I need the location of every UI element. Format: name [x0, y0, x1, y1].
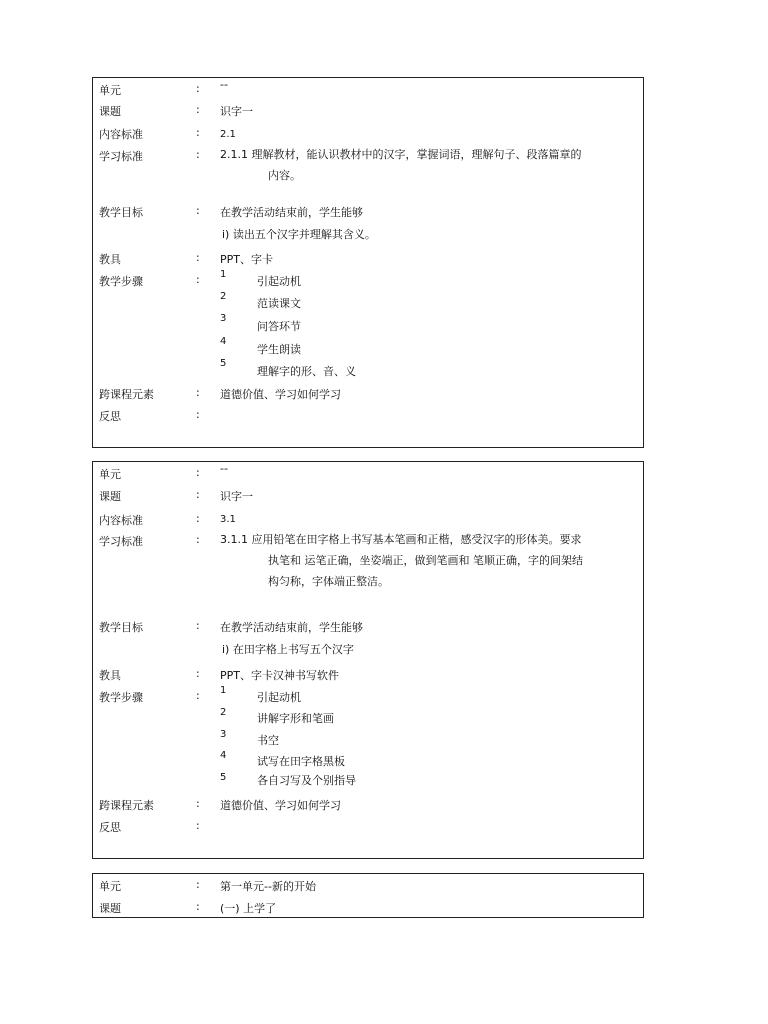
tools-label: 教具: [99, 669, 121, 682]
colon: :: [196, 819, 200, 832]
colon: :: [196, 408, 200, 421]
tools-label: 教具: [99, 253, 121, 266]
objective-line: i) 读出五个汉字并理解其含义。: [222, 228, 376, 241]
topic-value: (一) 上学了: [220, 902, 277, 915]
objective-line: 在教学活动结束前，学生能够: [220, 206, 363, 219]
colon: :: [196, 619, 200, 632]
step-number: 1: [220, 269, 227, 280]
learning-standard-line: 构匀称，字体端正整洁。: [268, 575, 389, 588]
step-number: 5: [220, 358, 227, 369]
objective-line: 在教学活动结束前，学生能够: [220, 621, 363, 634]
lesson-plan-1: [92, 77, 644, 448]
learning-standard-line: 3.1.1 应用铅笔在田字格上书写基本笔画和正楷，感受汉字的形体美。要求: [220, 533, 582, 546]
step-text: 引起动机: [257, 691, 301, 704]
step-text: 试写在田字格黑板: [257, 755, 345, 768]
step-text: 各自习写及个别指导: [257, 774, 356, 787]
step-text: 问答环节: [257, 320, 301, 333]
step-text: 引起动机: [257, 275, 301, 288]
objective-line: i) 在田字格上书写五个汉字: [222, 643, 354, 656]
topic-value: 识字一: [220, 490, 253, 503]
cross-curricular-value: 道德价值、学习如何学习: [220, 799, 341, 812]
cross-curricular-label: 跨课程元素: [99, 388, 154, 401]
learning-standard-line: 内容。: [268, 169, 301, 182]
colon: :: [196, 126, 200, 139]
step-number: 4: [220, 336, 227, 347]
colon: :: [196, 878, 200, 891]
content-standard-value: 3.1: [220, 514, 236, 525]
colon: :: [196, 386, 200, 399]
reflection-label: 反思: [99, 410, 121, 423]
unit-value: --: [220, 462, 228, 475]
lesson-plan-2: [92, 461, 644, 859]
cross-curricular-label: 跨课程元素: [99, 799, 154, 812]
steps-label: 教学步骤: [99, 691, 143, 704]
topic-label: 课题: [99, 105, 121, 118]
step-text: 学生朗读: [257, 343, 301, 356]
colon: :: [196, 82, 200, 95]
content-standard-value: 2.1: [220, 129, 236, 140]
step-text: 书空: [257, 734, 279, 747]
step-number: 3: [220, 313, 227, 324]
colon: :: [196, 148, 200, 161]
step-number: 3: [220, 729, 227, 740]
colon: :: [196, 251, 200, 264]
unit-label: 单元: [99, 84, 121, 97]
colon: :: [196, 689, 200, 702]
reflection-label: 反思: [99, 821, 121, 834]
colon: :: [196, 900, 200, 913]
colon: :: [196, 273, 200, 286]
content-standard-label: 内容标准: [99, 514, 143, 527]
unit-label: 单元: [99, 880, 121, 893]
colon: :: [196, 533, 200, 546]
lesson-plan-3: [92, 873, 644, 918]
tools-value: PPT、字卡汉神书写软件: [220, 669, 339, 682]
cross-curricular-value: 道德价值、学习如何学习: [220, 388, 341, 401]
colon: :: [196, 797, 200, 810]
step-number: 4: [220, 750, 227, 761]
step-number: 1: [220, 685, 227, 696]
topic-label: 课题: [99, 490, 121, 503]
learning-standard-line: 2.1.1 理解教材，能认识教材中的汉字，掌握词语，理解句子、段落篇章的: [220, 148, 582, 161]
step-number: 5: [220, 772, 227, 783]
step-text: 讲解字形和笔画: [257, 712, 334, 725]
learning-standard-line: 执笔和 运笔正确，坐姿端正，做到笔画和 笔顺正确，字的间架结: [268, 554, 583, 567]
learning-standard-text: [220, 144, 638, 186]
learning-standard-label: 学习标准: [99, 535, 143, 548]
step-number: 2: [220, 707, 227, 718]
colon: :: [196, 512, 200, 525]
step-number: 2: [220, 291, 227, 302]
steps-label: 教学步骤: [99, 275, 143, 288]
learning-standard-label: 学习标准: [99, 150, 143, 163]
step-text: 范读课文: [257, 297, 301, 310]
colon: :: [196, 488, 200, 501]
tools-value: PPT、字卡: [220, 253, 273, 266]
objective-label: 教学目标: [99, 621, 143, 634]
colon: :: [196, 466, 200, 479]
learning-standard-text: [220, 529, 638, 592]
topic-label: 课题: [99, 902, 121, 915]
unit-value: 第一单元--新的开始: [220, 880, 316, 893]
unit-value: --: [220, 78, 228, 91]
step-text: 理解字的形、音、义: [257, 365, 356, 378]
content-standard-label: 内容标准: [99, 128, 143, 141]
colon: :: [196, 667, 200, 680]
topic-value: 识字一: [220, 105, 253, 118]
objective-label: 教学目标: [99, 206, 143, 219]
colon: :: [196, 204, 200, 217]
unit-label: 单元: [99, 468, 121, 481]
colon: :: [196, 103, 200, 116]
